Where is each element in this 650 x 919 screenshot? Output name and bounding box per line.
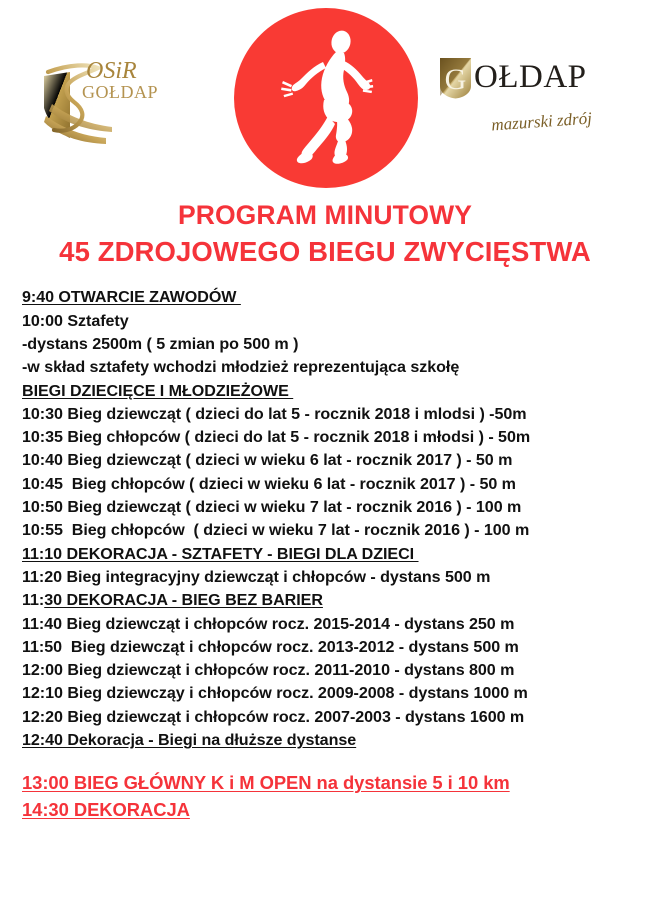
program-item-text: 10:40 Bieg dziewcząt ( dzieci w wieku 6 lat - rocznik 2017 ) - 50 m	[22, 451, 513, 470]
program-item-b-1030	[22, 403, 650, 426]
program-item-text: -dystans 2500m ( 5 zmian po 500 m )	[22, 334, 299, 353]
program-item-b-1040	[22, 449, 650, 472]
running-man-icon	[278, 28, 374, 168]
program-list	[0, 286, 650, 823]
program-item-text: 9:40 OTWARCIE ZAWODÓW	[22, 288, 241, 307]
program-item-text: 14:30 DEKORACJA	[22, 799, 190, 821]
program-item-prefix: 11:	[22, 591, 45, 610]
program-item-text: 12:20 Bieg dziewcząt i chłopców rocz. 2007-2003 - dystans 1600 m	[22, 707, 525, 726]
svg-text:GOŁDAP: GOŁDAP	[82, 82, 158, 102]
program-item-b-1140	[22, 613, 650, 636]
program-item-text: 11:20 Bieg integracyjny dziewcząt i chłopców - dystans 500 m	[22, 567, 491, 586]
program-item-b-1035	[22, 426, 650, 449]
program-item-otwarcie	[22, 286, 650, 309]
goldap-tagline	[438, 103, 624, 142]
program-item-b-1210	[22, 682, 650, 705]
program-item-text: BIEGI DZIECIĘCE I MŁODZIEŻOWE	[22, 381, 294, 400]
program-item-text: 30 DEKORACJA - BIEG BEZ BARIER	[44, 591, 323, 610]
program-item-text: 10:30 Bieg dziewcząt ( dzieci do lat 5 - rocznik 2018 i mlodsi ) -50m	[22, 404, 527, 423]
program-item-sztafety-sklad	[22, 356, 650, 379]
goldap-wordmark: OŁDAP	[474, 58, 587, 95]
page-title	[0, 198, 650, 270]
program-item-text: 10:35 Bieg chłopców ( dzieci do lat 5 - rocznik 2018 i młodsi ) - 50m	[22, 428, 531, 447]
goldap-wordmark-row	[438, 56, 624, 100]
program-item-biegi-dzieciece	[22, 380, 650, 403]
program-item-text: 11:50 Bieg dziewcząt i chłopców rocz. 2013-2012 - dystans 500 m	[22, 637, 519, 656]
program-item-text: 12:10 Bieg dziewcząy i chłopców rocz. 2009-2008 - dystans 1000 m	[22, 684, 528, 703]
program-item-b-1050	[22, 496, 650, 519]
goldap-mazurski-zdroj-logo	[438, 56, 624, 136]
program-item-b-1150	[22, 636, 650, 659]
program-item-b-1200	[22, 659, 650, 682]
svg-text:G: G	[444, 63, 467, 96]
program-item-sztafety	[22, 310, 650, 333]
program-item-text: 10:45 Bieg chłopców ( dzieci w wieku 6 lat - rocznik 2017 ) - 50 m	[22, 474, 516, 493]
program-item-sztafety-dyst	[22, 333, 650, 356]
svg-text:OSiR: OSiR	[86, 58, 137, 84]
program-item-text: 10:50 Bieg dziewcząt ( dzieci w wieku 7 lat - rocznik 2016 ) - 100 m	[22, 498, 522, 517]
runner-badge	[234, 8, 418, 188]
poster-header	[0, 0, 650, 190]
program-item-text: 10:55 Bieg chłopców ( dzieci w wieku 7 lat - rocznik 2016 ) - 100 m	[22, 521, 530, 540]
program-item-b-1220	[22, 706, 650, 729]
goldap-shield-icon	[438, 56, 473, 100]
page-title-line-1: PROGRAM MINUTOWY	[177, 200, 473, 230]
program-item-dek-1430	[22, 796, 650, 823]
program-item-text: 11:40 Bieg dziewcząt i chłopców rocz. 2015-2014 - dystans 250 m	[22, 614, 515, 633]
program-item-dek-1110	[22, 543, 650, 566]
program-item-b-1055	[22, 519, 650, 542]
page-title-line-2: 45 ZDROJOWEGO BIEGU ZWYCIĘSTWA	[59, 235, 591, 267]
svg-text:mazurski zdrój: mazurski zdrój	[490, 108, 593, 135]
program-item-text: 11:10 DEKORACJA - SZTAFETY - BIEGI DLA DZIECI	[22, 544, 419, 563]
program-item-b-1120	[22, 566, 650, 589]
program-item-bieg-glowny	[22, 769, 650, 796]
program-item-text: 13:00 BIEG GŁÓWNY K i M OPEN na dystansie 5 i 10 km	[22, 772, 510, 794]
program-item-b-1045	[22, 473, 650, 496]
program-item-dek-1240	[22, 729, 650, 752]
program-item-text: 12:00 Bieg dziewcząt i chłopców rocz. 2011-2010 - dystans 800 m	[22, 661, 515, 680]
osir-goldap-logo	[36, 42, 158, 146]
program-item-text: 10:00 Sztafety	[22, 311, 129, 330]
program-item-dek-1130	[22, 589, 650, 612]
program-item-text: -w skład sztafety wchodzi młodzież reprezentująca szkołę	[22, 358, 460, 377]
program-item-text: 12:40 Dekoracja - Biegi na dłuższe dystanse	[22, 730, 357, 749]
